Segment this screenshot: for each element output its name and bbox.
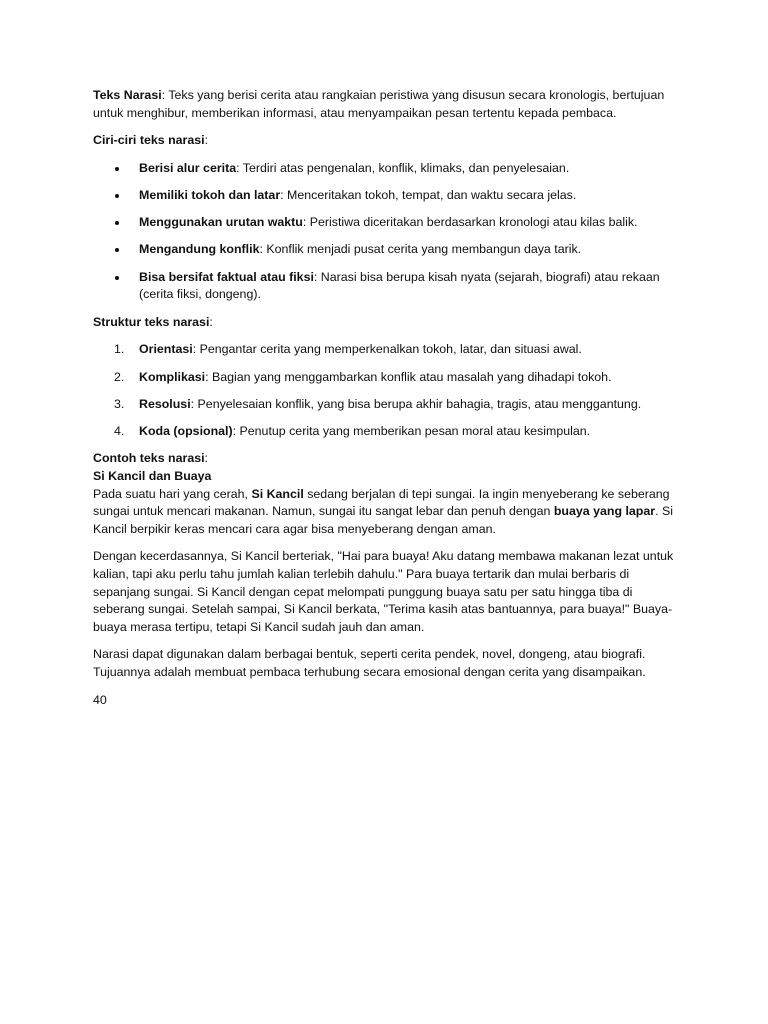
story-paragraph-2: Dengan kecerdasannya, Si Kancil berteriak, "Hai para buaya! Aku datang membawa makanan lezat untuk kalian, tapi aku perlu tahu jumlah kalian terlebih dahulu." Para buaya tertarik dan mulai berbaris di sepanjang sungai. Si Kancil dengan cepat melompati punggung buaya satu per satu hingga tiba di seberang sungai. Setelah sampai, Si Kancil berkata, "Terima kasih atas bantuannya, para buaya!" Buaya-buaya merasa tertipu, tetapi Si Kancil sudah jauh dan aman. xyxy=(93,549,674,634)
definition-term: Teks Narasi xyxy=(93,88,162,102)
list-item: 2. Komplikasi: Bagian yang menggambarkan konflik atau masalah yang dihadapi tokoh. xyxy=(93,369,683,387)
list-item: 4. Koda (opsional): Penutup cerita yang memberikan pesan moral atau kesimpulan. xyxy=(93,423,683,441)
list-item: 1. Orientasi: Pengantar cerita yang memperkenalkan tokoh, latar, dan situasi awal. xyxy=(93,341,683,359)
list-item: Berisi alur cerita: Terdiri atas pengenalan, konflik, klimaks, dan penyelesaian. xyxy=(93,160,683,178)
struktur-heading: Struktur teks narasi: xyxy=(93,314,213,329)
bullet-icon xyxy=(115,167,119,171)
list-number: 2. xyxy=(114,369,125,384)
list-number: 3. xyxy=(114,396,125,411)
definition-paragraph xyxy=(93,87,683,122)
ciri-heading: Ciri-ciri teks narasi: xyxy=(93,133,209,148)
struktur-list xyxy=(93,341,683,440)
page-number: 40 xyxy=(93,692,107,707)
contoh-heading: Contoh teks narasi: xyxy=(93,451,208,466)
story-title: Si Kancil dan Buaya xyxy=(93,469,212,484)
document-page xyxy=(93,87,683,709)
closing-paragraph: Narasi dapat digunakan dalam berbagai bentuk, seperti cerita pendek, novel, dongeng, atau biografi. Tujuannya adalah membuat pembaca terhubung secara emosional dengan cerita yang disampaikan. xyxy=(93,647,646,679)
list-item: Bisa bersifat faktual atau fiksi: Narasi bisa berupa kisah nyata (sejarah, biografi) atau rekaan (cerita fiksi, dongeng). xyxy=(93,269,683,304)
list-number: 1. xyxy=(114,342,125,357)
list-item: 3. Resolusi: Penyelesaian konflik, yang bisa berupa akhir bahagia, tragis, atau menggantung. xyxy=(93,396,683,414)
definition-text: : Teks yang berisi cerita atau rangkaian peristiwa yang disusun secara kronologis, bertujuan untuk menghibur, memberikan informasi, atau menyampaikan pesan tertentu kepada pembaca. xyxy=(93,88,665,120)
bullet-icon xyxy=(115,221,119,225)
list-item: Mengandung konflik: Konflik menjadi pusat cerita yang membangun daya tarik. xyxy=(93,241,683,259)
list-item: Memiliki tokoh dan latar: Menceritakan tokoh, tempat, dan waktu secara jelas. xyxy=(93,187,683,205)
list-number: 4. xyxy=(114,423,125,438)
bullet-icon xyxy=(115,248,119,252)
story-paragraph-1: Pada suatu hari yang cerah, Si Kancil sedang berjalan di tepi sungai. Ia ingin menyeberang ke seberang sungai untuk mencari makanan. Namun, sungai itu sangat lebar dan penuh dengan buaya yang lapar. Si Kancil berpikir keras mencari cara agar bisa menyeberang dengan aman. xyxy=(93,486,673,536)
ciri-list xyxy=(93,160,683,304)
list-item: Menggunakan urutan waktu: Peristiwa diceritakan berdasarkan kronologi atau kilas balik. xyxy=(93,214,683,232)
bullet-icon xyxy=(115,194,119,198)
bullet-icon xyxy=(115,276,119,280)
